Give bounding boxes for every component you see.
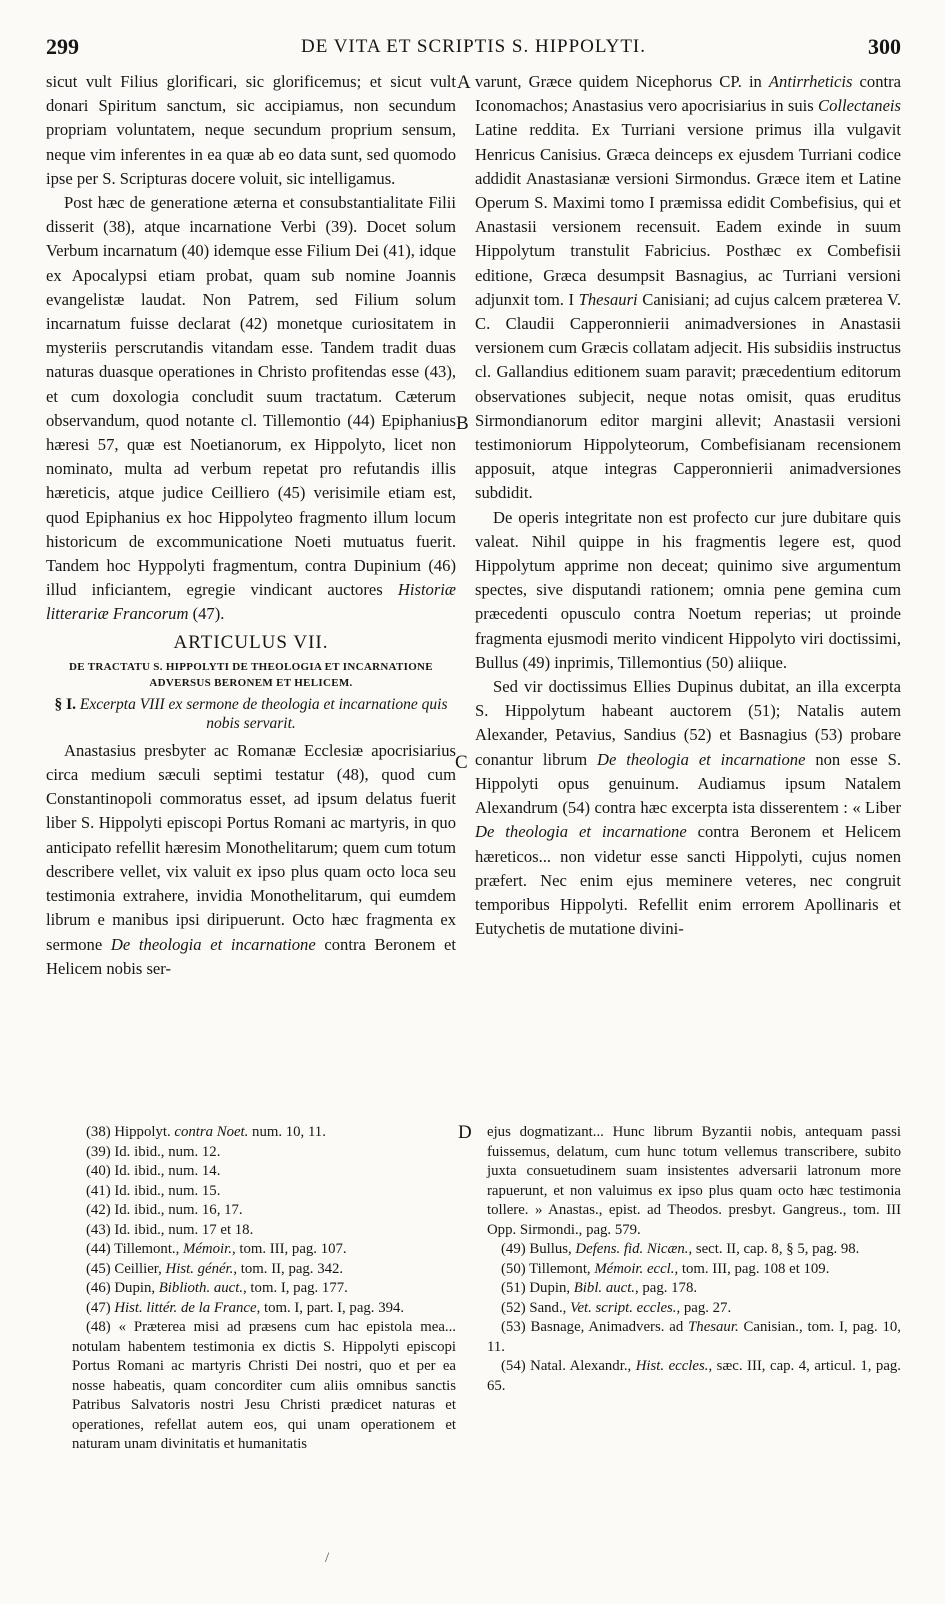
margin-marker-b: B: [456, 413, 469, 434]
footnote-n40: [72, 1162, 456, 1182]
footnote-text: Tillemont,: [529, 1260, 595, 1277]
footnote-48: (48) « Præterea misi ad præsens cum hac epistola mea... notulam habentem testimonia ex dictis S. Hippolyti episcopi Portus Romani ac martyris Christi Dei nostri, quo et per ea nosse habeatis, quam concorditer cum aliis omnibus sanctis Patribus Salvatoris nostri Jesu Christi prædicet naturas et operationes, refellat autem eos, qui unam operationem et naturam unam divinitatis et humanitatis: [72, 1319, 456, 1452]
footnote-number: (38): [86, 1124, 111, 1140]
footnote-n42: [72, 1201, 456, 1221]
footnote-n51: [487, 1279, 901, 1299]
left-paragraph-3: Anastasius presbyter ac Romanæ Ecclesiæ apocrisiarius circa medium sæculi septimi testatur (48), quod cum Constantinopoli commoratus esset, ad ipsum delatus fuerit liber S. Hippolyti episcopi Portus Romani ac martyris, in quo anticipato refellit hæresim Monothelitarum; quem cum totum describere vellet, vix valuit ex ipso plus quam octo loca seu testimonia extrahere, invidia Monothelitarum, qui eumdem librum e manibus ipsi diripuerunt. Octo hæc fragmenta ex sermone De theologia et incarnatione contra Beronem et Helicem nobis ser-: [46, 740, 456, 978]
footnote-number: (47): [86, 1299, 111, 1316]
footnote-list-left: [72, 1123, 456, 1318]
margin-marker-d: D: [458, 1122, 472, 1143]
section-heading: § I. Excerpta VIII ex sermone de theologia et incarnatione quis nobis servarit.: [54, 695, 448, 732]
footnote-text: , tom. II, pag. 342.: [233, 1260, 344, 1277]
footnote-text: Thesaur.: [688, 1319, 739, 1335]
footnote-n50: [487, 1260, 901, 1280]
footnote-number: (44): [86, 1241, 111, 1257]
footnote-number: (52): [501, 1299, 526, 1316]
article-heading: ARTICULUS VII.: [173, 631, 329, 653]
running-title: DE VITA ET SCRIPTIS S. HIPPOLYTI.: [300, 36, 647, 57]
footnote-number: (46): [86, 1280, 111, 1296]
footnote-text: Bullus,: [529, 1241, 576, 1257]
footnote-text: , tom. I, pag. 177.: [243, 1280, 348, 1296]
footnote-text: num. 10, 11.: [248, 1124, 326, 1140]
footnote-n41: [72, 1182, 456, 1202]
footnote-text: Bibl. auct.: [573, 1280, 635, 1296]
page-number-left: 299: [46, 34, 79, 59]
right-paragraph-3: Sed vir doctissimus Ellies Dupinus dubitat, an illa excerpta S. Hippolytum habeant auctorem (51); Natalis autem Alexander, Petavius, Sandius (52) et Basnagius (53) probare conantur librum De theologia et incarnatione non esse S. Hippolyti opus genuinum. Audiamus ipsum Natalem Alexandrum (54) contra hæc excerpta ista disserentem : « Liber De theologia et incarnatione contra Beronem et Helicem hæreticos... non videtur esse sancti Hippolyti, cujus nomen præfert. Nec enim ejus meminere veteres, nec congruit temporibus Hippolyti. Refellit enim errorem Apollinaris et Eutychetis de mutatione divini-: [475, 677, 901, 939]
footnote-n38: [72, 1123, 456, 1143]
footnote-number: (54): [501, 1358, 526, 1374]
footnote-n39: [72, 1143, 456, 1163]
footnote-n47: [72, 1299, 456, 1319]
footnote-text: Tillemont.,: [114, 1241, 184, 1257]
footnote-text: , tom. III, pag. 107.: [231, 1241, 347, 1257]
page-header: [46, 34, 901, 64]
footnote-number: (43): [86, 1221, 111, 1238]
footnote-text: , tom. III, pag. 108 et 109.: [674, 1260, 830, 1277]
footnote-text: Id. ibid., num. 17 et 18.: [114, 1221, 254, 1238]
footnote-text: Canisian., tom. I, pag. 10, 11.: [487, 1319, 901, 1355]
footnote-number: (51): [501, 1280, 526, 1296]
margin-marker-c: C: [455, 752, 468, 773]
right-paragraph-1: varunt, Græce quidem Nicephorus CP. in Antirrheticis contra Iconomachos; Anastasius vero apocrisiarius in suis Collectaneis Latine reddita. Ex Turriani versione primus illa vulgavit Henricus Canisius. Græca deinceps ex ejusdem Turriani codice addidit Anastasianæ versioni Sirmondus. Græce item et Latine Operum S. Maximi tomo I præmissa edidit Combefisius, qui et Anastasii versionem recensuit. Eadem exinde in suum Hippolytum transtulit Fabricius. Posthæc ex Combefisii editione, Græca desumpsit Basnagius, ac Turriani versioni adjunxit tom. I Thesauri Canisiani; ad cujus calcem præterea V. C. Claudii Capperonnierii animadversiones in Anastasii versionem cum Græcis collatam adjecit. His subsidiis instructus cl. Gallandius editionem suam paravit; præcedentium editorum observationes subjecit, neque notas omisit, quas eruditus Sirmondianorum editor margini allevit; Anastasii versioni testimoniorum Hippolyteorum, Combefisianam recensionem apposuit, atque integras Capperonnierii animadversiones subdidit.: [475, 72, 901, 503]
footnote-48-continued: ejus dogmatizant... Hunc librum Byzantii nobis, antequam passi fuissemus, delatum, cum hunc totum vellemus transcribere, subito juxta consuetudinem suam insistentes adversarii latronum more rapuerunt, et non valuimus ex ipso plus quam octo hæc testimonia tollere. » Anastas., epist. ad Theodos. presbyt. Gangreus., tom. III Opp. Sirmondi., pag. 579.: [487, 1124, 901, 1238]
footnote-number: (45): [86, 1260, 111, 1277]
footnote-number: (42): [86, 1202, 111, 1218]
footnote-number: (40): [86, 1163, 111, 1179]
footnote-text: , sæc. III, cap. 4, articul. 1, pag. 65.: [487, 1358, 901, 1394]
footnote-text: Dupin,: [114, 1280, 159, 1296]
footnote-text: Id. ibid., num. 15.: [114, 1182, 221, 1199]
footnote-text: Id. ibid., num. 12.: [114, 1143, 221, 1160]
footnote-n45: [72, 1260, 456, 1280]
footnote-text: Hippolyt.: [114, 1124, 175, 1140]
footnote-text: Dupin,: [529, 1280, 574, 1296]
footnote-text: , pag. 178.: [635, 1280, 698, 1296]
footnotes-right: [487, 1123, 901, 1396]
footnote-text: , sect. II, cap. 8, § 5, pag. 98.: [688, 1241, 860, 1257]
left-column: [46, 70, 456, 981]
footnote-n52: [487, 1299, 901, 1319]
footnote-number: (50): [501, 1260, 526, 1277]
left-paragraph-2: Post hæc de generatione æterna et consubstantialitate Filii disserit (38), atque incarnatione Verbi (39). Docet solum Verbum incarnatum (40) idemque esse Filium Dei (41), idque ex Apocalypsi etiam probat, quam sub nomine Joannis evangelistæ laudat. Non Patrem, sed Filium solum incarnatum fuisse declarat (42) monetque curiositatem in mysteriis perscrutandis vitandam esse. Tandem tradit duas naturas duasque operationes in Christo profitendas esse (43), et cum doxologia concludit suum tractatum. Cæterum observandum, quod notante cl. Tillemontio (44) Epiphanius hæresi 57, quæ est Noetianorum, ex Hippolyto, licet non nominato, multa ad verbum repetat pro refutandis illis hæreticis, atque judice Ceilliero (45) verisimile etiam est, quod Epiphanius ex hoc Hippolyteo fragmento illum locum historicum de excommunicatione Noeti mutuatus fuerit. Tandem hoc Hyppolyti fragmentum, contra Dupinium (46) illud inficiantem, egregie vindicant auctores Historiæ litterariæ Francorum (47).: [46, 193, 456, 624]
footnote-number: (41): [86, 1182, 111, 1199]
footnote-text: Sand.,: [529, 1299, 571, 1316]
footnote-n44: [72, 1240, 456, 1260]
footnote-text: Id. ibid., num. 14.: [114, 1163, 221, 1179]
margin-marker-a: A: [457, 72, 471, 93]
footnote-text: Mémoir.: [183, 1241, 232, 1257]
footnote-text: Id. ibid., num. 16, 17.: [114, 1202, 243, 1218]
footnote-n46: [72, 1279, 456, 1299]
right-column: [475, 70, 901, 941]
footnote-text: Hist. génér.: [165, 1260, 234, 1277]
footnote-list-right: [487, 1240, 901, 1396]
footnote-n53: [487, 1318, 901, 1357]
footnote-n49: [487, 1240, 901, 1260]
footnote-text: , tom. I, part. I, pag. 394.: [256, 1299, 405, 1316]
footnote-text: Natal. Alexandr.,: [530, 1358, 636, 1374]
footnote-number: (49): [501, 1241, 526, 1257]
footnotes-left: [72, 1123, 456, 1455]
footnote-text: Hist. littér. de la France: [114, 1299, 257, 1316]
footnote-number: (53): [501, 1319, 526, 1335]
footnote-text: Defens. fid. Nicæn.: [575, 1241, 689, 1257]
footnote-text: Mémoir. eccl.: [594, 1260, 675, 1277]
footnote-text: contra Noet.: [174, 1124, 249, 1140]
article-subtitle: DE TRACTATU S. HIPPOLYTI DE THEOLOGIA ET INCARNATIONE ADVERSUS BERONEM ET HELICEM.: [69, 660, 433, 689]
right-paragraph-2: De operis integritate non est profecto cur jure dubitare quis valeat. Nihil quippe in his fragmentis legere est, quod Hippolytum apprime non deceat; quinimo sive argumentum spectes, sive disputandi rationem; omnia pene gemina cum præcedenti opusculo contra Noetum reperias; ut proinde fragmenta ejusmodi merito vindicent Hippolyto viri doctissimi, Bullus (49) inprimis, Tillemontius (50) aliique.: [475, 507, 901, 672]
stray-mark: /: [325, 1550, 330, 1566]
footnote-n43: [72, 1221, 456, 1241]
footnote-text: Vet. script. eccles.: [570, 1299, 677, 1316]
footnote-number: (39): [86, 1143, 111, 1160]
footnote-text: Hist. eccles.: [635, 1358, 709, 1374]
footnote-text: , pag. 27.: [676, 1299, 732, 1316]
left-paragraph-1: sicut vult Filius glorificari, sic glorificemus; et sicut vult donari Spiritum sanctum, sic accipiamus, non secundum propriam voluntatem, neque secundum proprium sensum, neque vim inferentes in ea quæ ab eo data sunt, sed quomodo ipse per S. Scripturas docere voluit, sic intelligamus.: [46, 72, 456, 188]
footnote-text: Ceillier,: [114, 1260, 166, 1277]
footnote-text: Basnage, Animadvers. ad: [530, 1319, 689, 1335]
footnote-n54: [487, 1357, 901, 1396]
page-number-right: 300: [868, 34, 901, 59]
footnote-text: Biblioth. auct.: [158, 1280, 244, 1296]
